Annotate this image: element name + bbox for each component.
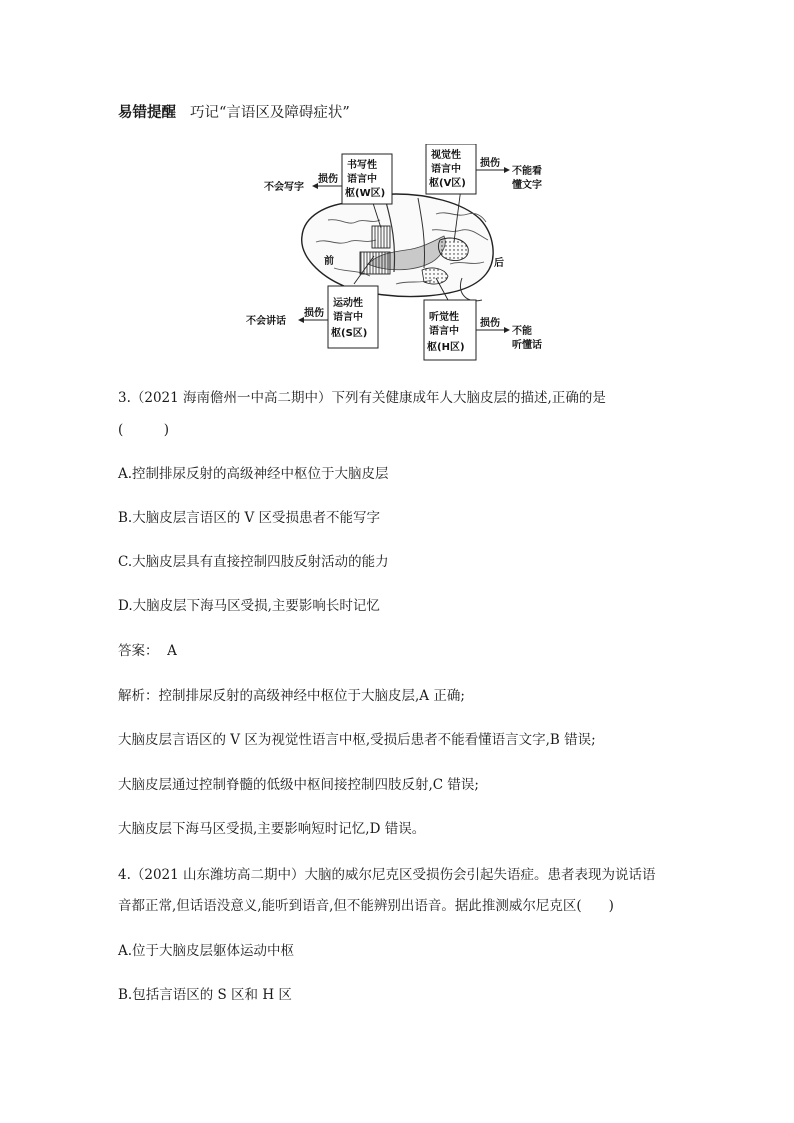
h-result-line-2: 听懂话 bbox=[512, 340, 542, 351]
w-area-box bbox=[342, 154, 392, 204]
tip-tag: 易错提醒 bbox=[118, 105, 176, 121]
q3-option-d: D.大脑皮层下海马区受损,主要影响长时记忆 bbox=[118, 598, 380, 614]
s-box-line-1: 运动性 bbox=[333, 298, 363, 309]
q3-option-c: C.大脑皮层具有直接控制四肢反射活动的能力 bbox=[118, 554, 389, 570]
q3-stem: 3.（2021 海南儋州一中高二期中）下列有关健康成年人大脑皮层的描述,正确的是 bbox=[118, 390, 606, 406]
mistake-tip bbox=[118, 101, 350, 122]
q3-analysis-4: 大脑皮层下海马区受损,主要影响短时记忆,D 错误。 bbox=[118, 821, 426, 837]
w-result: 不会写字 bbox=[264, 182, 304, 193]
v-area-box bbox=[426, 144, 476, 194]
answer-label: 答案： bbox=[118, 643, 159, 659]
q4-stem-line-2: 音都正常,但话语没意义,能听到语音,但不能辨别出语音。据此推测威尔尼克区( ) bbox=[118, 898, 614, 914]
q3-option-a: A.控制排尿反射的高级神经中枢位于大脑皮层 bbox=[118, 466, 389, 482]
v-box-line-2: 语言中 bbox=[431, 164, 461, 175]
h-result-line-1: 不能 bbox=[512, 326, 532, 337]
v-result-line-1: 不能看 bbox=[512, 166, 542, 177]
s-result: 不会讲话 bbox=[246, 316, 286, 327]
h-arrow-icon bbox=[504, 327, 510, 333]
w-damage-label: 损伤 bbox=[318, 174, 338, 185]
q3-analysis-2: 大脑皮层言语区的 V 区为视觉性语言中枢,受损后患者不能看懂语言文字,B 错误; bbox=[118, 732, 596, 748]
s-damage-label: 损伤 bbox=[304, 308, 324, 319]
h-box-line-2: 语言中 bbox=[429, 326, 459, 337]
h-damage-label: 损伤 bbox=[480, 318, 500, 329]
s-box-line-3: 枢(S区) bbox=[331, 328, 368, 339]
v-result-line-2: 懂文字 bbox=[512, 180, 542, 191]
v-arrow-icon bbox=[504, 167, 510, 173]
s-area-box bbox=[328, 286, 378, 348]
v-box-line-3: 枢(V区) bbox=[429, 178, 466, 189]
w-box-line-2: 语言中 bbox=[347, 174, 377, 185]
v-box-line-1: 视觉性 bbox=[431, 150, 461, 161]
front-label: 前 bbox=[324, 256, 334, 267]
q3-option-b: B.大脑皮层言语区的 V 区受损患者不能写字 bbox=[118, 510, 381, 526]
brain-illustration bbox=[302, 194, 493, 301]
q4-option-a: A.位于大脑皮层躯体运动中枢 bbox=[118, 943, 295, 959]
back-label: 后 bbox=[494, 258, 504, 269]
h-box-line-1: 听觉性 bbox=[429, 312, 459, 323]
answer-value: A bbox=[167, 643, 177, 659]
q4-option-b: B.包括言语区的 S 区和 H 区 bbox=[118, 987, 292, 1003]
w-box-line-1: 书写性 bbox=[347, 160, 377, 171]
q3-blank: ( ) bbox=[118, 422, 170, 438]
h-box-line-3: 枢(H区) bbox=[427, 342, 465, 353]
q3-analysis-1: 解析：控制排尿反射的高级神经中枢位于大脑皮层,A 正确; bbox=[118, 688, 465, 704]
q3-answer bbox=[118, 642, 177, 660]
diagram-svg bbox=[236, 144, 566, 368]
tip-text: 巧记“言语区及障碍症状” bbox=[190, 105, 350, 121]
w-box-line-3: 枢(W区) bbox=[345, 188, 386, 199]
q4-stem-line-1: 4.（2021 山东潍坊高二期中）大脑的威尔尼克区受损伤会引起失语症。患者表现为说话语 bbox=[118, 867, 656, 883]
s-box-line-2: 语言中 bbox=[333, 312, 363, 323]
v-damage-label: 损伤 bbox=[480, 158, 500, 169]
brain-language-area-diagram bbox=[236, 144, 566, 368]
h-area-box bbox=[424, 300, 476, 360]
q3-analysis-3: 大脑皮层通过控制脊髓的低级中枢间接控制四肢反射,C 错误; bbox=[118, 777, 479, 793]
